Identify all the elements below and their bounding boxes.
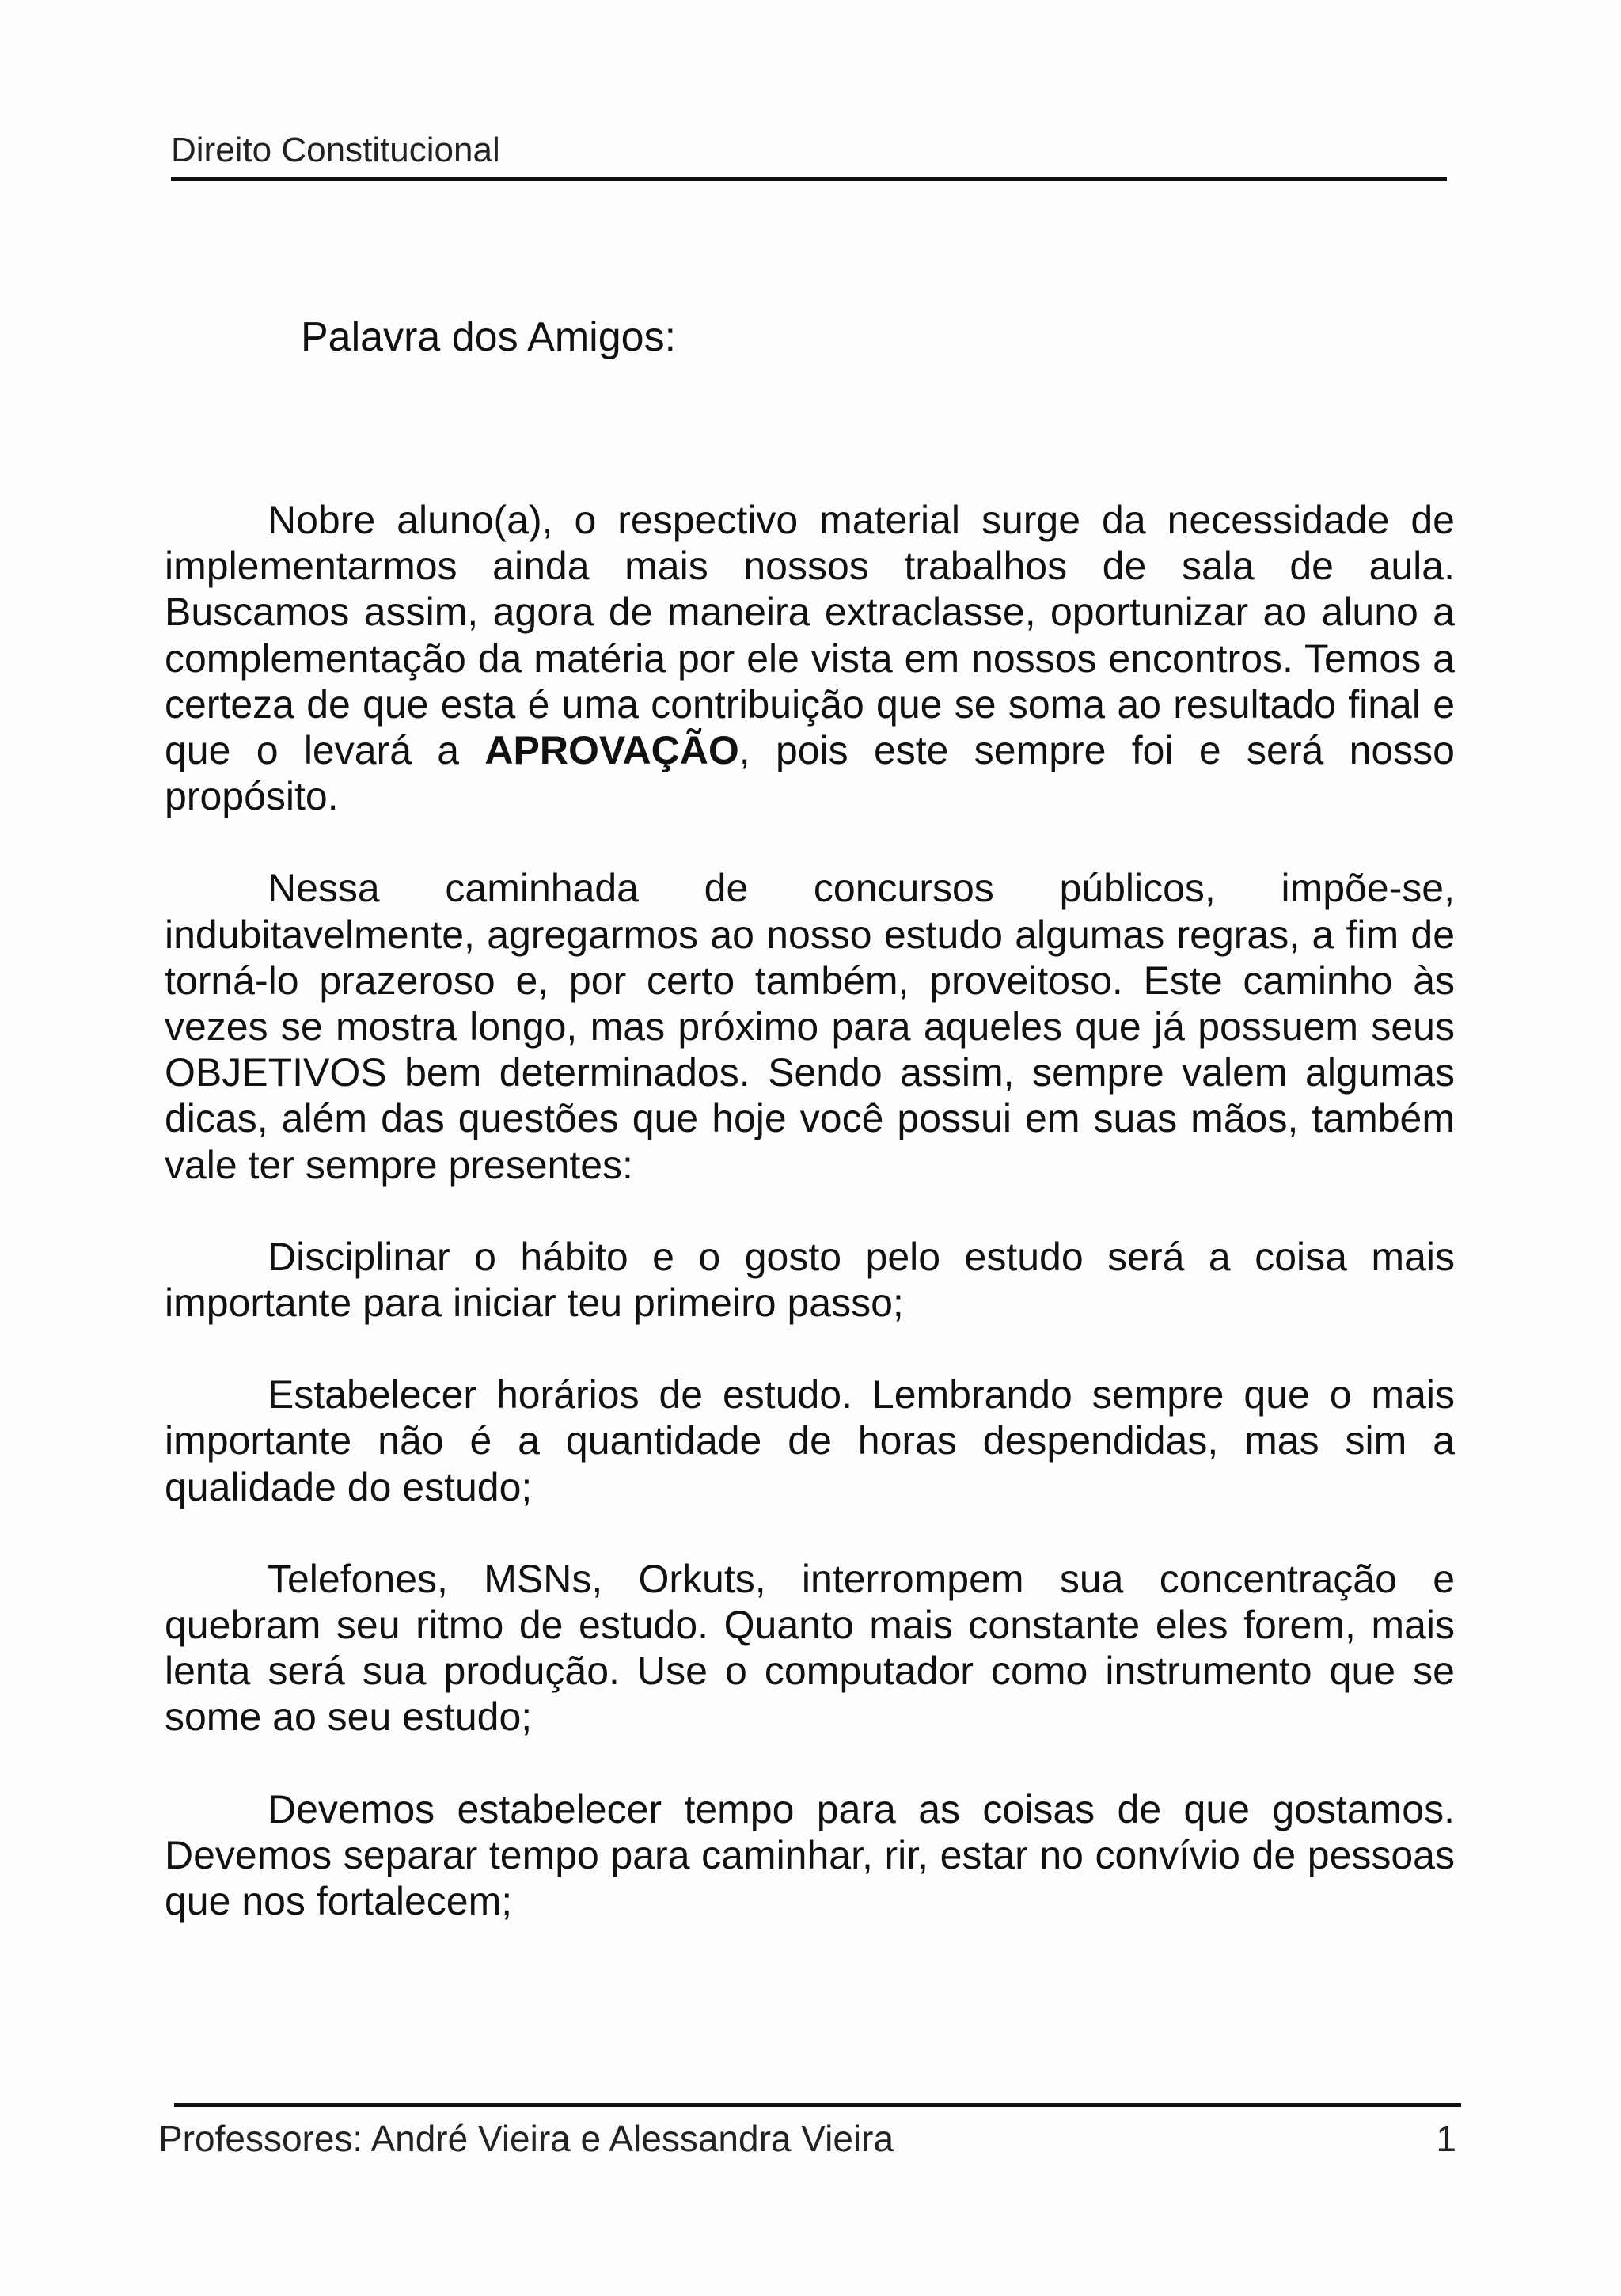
paragraph-tip-discipline: Disciplinar o hábito e o gosto pelo estudo será a coisa mais importante para iniciar teu primeiro passo; — [165, 1234, 1455, 1326]
paragraph-tip-schedule: Estabelecer horários de estudo. Lembrando sempre que o mais importante não é a quantidade de horas despendidas, mas sim a qualidade do estudo; — [165, 1372, 1455, 1509]
paragraph-intro-text-start: Nobre aluno(a), o respectivo material surge da necessidade de implementarmos ainda mais nossos trabalhos de sala de aula. Buscamos assim, agora de maneira extraclasse, oportunizar ao aluno a complementação da matéria por ele vista em nossos encontros. Temos a certeza de que esta é uma contribuição que se soma ao resultado final e que o levará a — [165, 498, 1455, 773]
body-text — [165, 497, 1455, 1924]
header-divider — [171, 177, 1447, 181]
section-heading: Palavra dos Amigos: — [301, 314, 677, 360]
paragraph-journey: Nessa caminhada de concursos públicos, impõe-se, indubitavelmente, agregarmos ao nosso estudo algumas regras, a fim de torná-lo prazeroso e, por certo também, proveitoso. Este caminho às vezes se mostra longo, mas próximo para aqueles que já possuem seus OBJETIVOS bem determinados. Sendo assim, sempre valem algumas dicas, além das questões que hoje você possui em suas mãos, também vale ter sempre presentes: — [165, 866, 1455, 1187]
running-header-title: Direito Constitucional — [171, 131, 500, 169]
footer-authors: Professores: André Vieira e Alessandra Vieira — [158, 2118, 894, 2159]
paragraph-intro — [165, 497, 1455, 819]
paragraph-tip-distractions: Telefones, MSNs, Orkuts, interrompem sua concentração e quebram seu ritmo de estudo. Quanto mais constante eles forem, mais lenta será sua produção. Use o computador como instrumento que se some ao seu estudo; — [165, 1556, 1455, 1740]
page-number: 1 — [1436, 2118, 1456, 2159]
paragraph-tip-leisure: Devemos estabelecer tempo para as coisas de que gostamos. Devemos separar tempo para caminhar, rir, estar no convívio de pessoas que nos fortalecem; — [165, 1786, 1455, 1924]
footer-divider — [174, 2103, 1461, 2107]
paragraph-intro-text-end: , pois este sempre foi e será nosso propósito. — [165, 728, 1455, 819]
emphasis-approval: APROVAÇÃO — [484, 728, 739, 773]
